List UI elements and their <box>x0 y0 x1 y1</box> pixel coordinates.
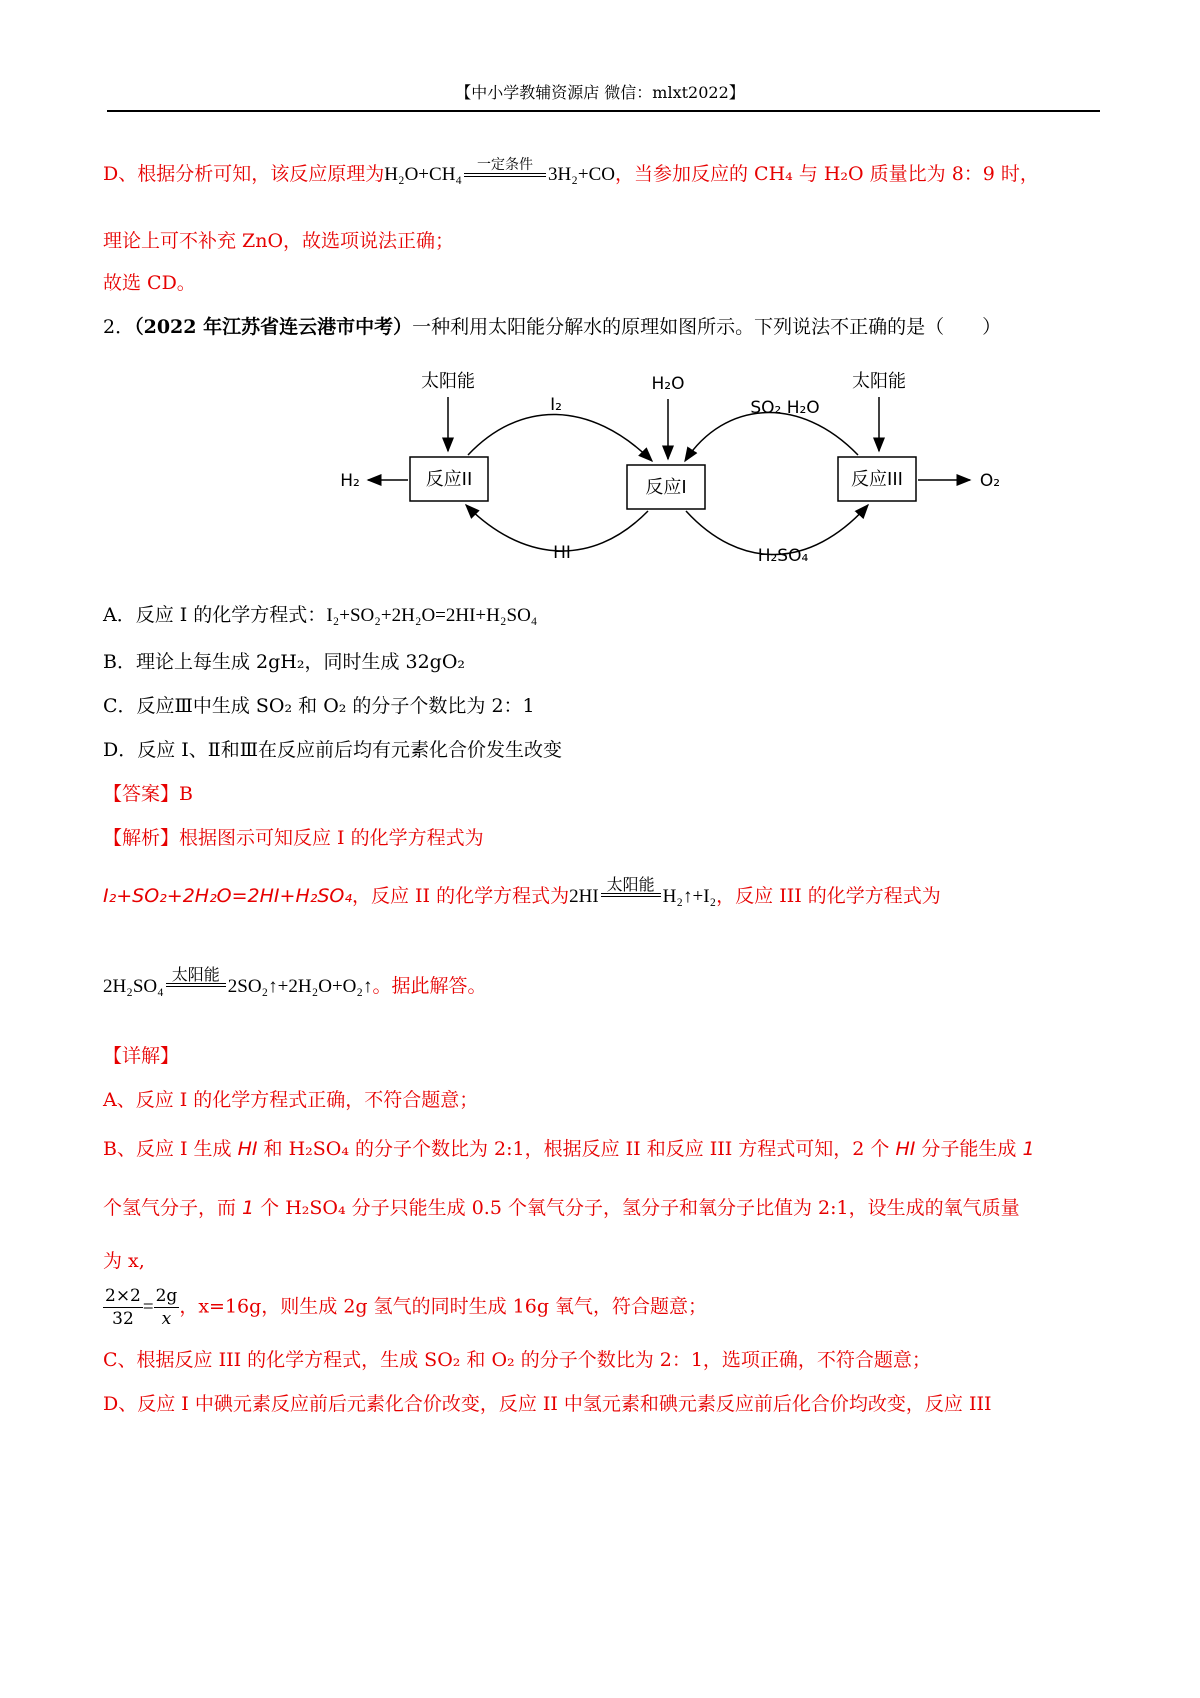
answer-line <box>103 783 193 806</box>
question-stem: 一种利用太阳能分解水的原理如图所示。下列说法不正确的是（ ） <box>412 316 1002 338</box>
analysis-end: 。据此解答。 <box>372 975 487 997</box>
page-header: 【中小学教辅资源店 微信：mlxt2022】 <box>455 83 745 102</box>
fraction-left <box>103 1285 143 1330</box>
detail-b-line2 <box>103 1197 1020 1220</box>
detail-b-fraction-line <box>103 1285 707 1330</box>
detail-b1-a: B、反应 I 生成 <box>103 1138 238 1160</box>
answer-label: 【答案】 <box>103 783 180 805</box>
analysis-eq3-cond-text: 太阳能 <box>171 965 220 984</box>
box-2-label: 反应II <box>425 469 473 490</box>
analysis-label: 【解析】 <box>103 827 180 849</box>
detail-b2-b: 个 H₂SO₄ 分子只能生成 0.5 个氧气分子，氢分子和氧分子比值为 2:1，设生成的氧气质量 <box>254 1197 1020 1219</box>
so2-h2o-label: SO₂ H₂O <box>750 398 820 418</box>
reaction-diagram <box>330 355 1030 580</box>
prev-d-suffix: ，当参加反应的 CH₄ 与 H₂O 质量比为 8：9 时， <box>615 163 1039 185</box>
prev-d-prefix: D、根据分析可知，该反应原理为 <box>103 163 385 185</box>
fraction-right-den: x <box>161 1309 172 1329</box>
analysis-mid1: ，反应 II 的化学方程式为 <box>352 885 570 907</box>
analysis-eq2-right: H₂↑+I₂ <box>662 886 717 907</box>
prev-d-eq-left: H₂O+CH₄ <box>384 164 463 185</box>
option-a-prefix: A．反应 I 的化学方程式： <box>103 604 327 626</box>
solar-right-label: 太阳能 <box>852 371 906 392</box>
detail-d: D、反应 I 中碘元素反应前后元素化合价改变，反应 II 中氢元素和碘元素反应前后化合价均改变，反应 III <box>103 1393 992 1415</box>
option-a <box>103 604 537 628</box>
prev-d-line2: 理论上可不补充 ZnO，故选项说法正确； <box>103 230 455 252</box>
analysis-mid2: ，反应 III 的化学方程式为 <box>716 885 941 907</box>
detail-b1-hi: HI <box>237 1138 258 1160</box>
question-source: （2022 年江苏省连云港市中考） <box>134 316 413 338</box>
detail-b4: ，x=16g，则生成 2g 氢气的同时生成 16g 氧气，符合题意； <box>179 1295 708 1318</box>
analysis-eq3-right: 2SO₂↑+2H₂O+O₂↑ <box>227 976 373 997</box>
fraction-left-num: 2×2 <box>105 1286 141 1306</box>
analysis-eq2-cond-text: 太阳能 <box>606 875 655 894</box>
prev-d-cond-text: 一定条件 <box>477 157 534 173</box>
box-3-label: 反应III <box>851 469 903 490</box>
option-b: B．理论上每生成 2gH₂，同时生成 32gO₂ <box>103 651 466 673</box>
analysis-eq3-condition <box>166 967 226 987</box>
i2-arrow <box>468 414 652 461</box>
fraction-right-num: 2g <box>155 1286 178 1306</box>
detail-b2-one: 1 <box>242 1197 255 1219</box>
prev-d-eq-condition <box>464 157 546 177</box>
analysis-eq2-left: 2HI <box>569 886 599 907</box>
question-number: 2． <box>103 316 135 338</box>
analysis-eq3-left: 2H₂SO₄ <box>103 976 164 997</box>
option-a-equation: I₂+SO₂+2H₂O=2HI+H₂SO₄ <box>326 605 538 626</box>
detail-b1-hi2: HI <box>895 1138 916 1160</box>
prev-option-d <box>103 157 1039 187</box>
detail-b1-one: 1 <box>1022 1138 1035 1160</box>
question-line <box>103 316 1001 339</box>
hi-label: HI <box>553 543 571 563</box>
analysis-text: 根据图示可知反应 I 的化学方程式为 <box>179 827 484 849</box>
detail-a: A、反应 I 的化学方程式正确，不符合题意； <box>103 1089 479 1111</box>
header-divider <box>107 110 1100 112</box>
detail-b-line1 <box>103 1138 1035 1161</box>
analysis-equations-line <box>103 875 941 909</box>
prev-d-eq-right: 3H₂+CO <box>548 164 616 185</box>
detail-b1-b: 和 H₂SO₄ 的分子个数比为 2:1，根据反应 II 和反应 III 方程式可知，2 个 <box>257 1138 896 1160</box>
h2-output-label: H₂ <box>340 471 360 491</box>
detail-label: 【详解】 <box>103 1045 180 1067</box>
so2-h2o-arrow <box>685 413 858 461</box>
fraction-equals: = <box>142 1296 154 1318</box>
option-c: C．反应Ⅲ中生成 SO₂ 和 O₂ 的分子个数比为 2：1 <box>103 695 535 717</box>
fraction-right <box>154 1285 180 1330</box>
solar-left-label: 太阳能 <box>421 371 475 392</box>
detail-b2-a: 个氢气分子，而 <box>103 1197 243 1219</box>
detail-c: C、根据反应 III 的化学方程式，生成 SO₂ 和 O₂ 的分子个数比为 2：1，选项正确，不符合题意； <box>103 1349 931 1371</box>
analysis-eq2-condition <box>601 877 661 897</box>
answer-value: B <box>179 783 193 805</box>
analysis-eq1: I₂+SO₂+2H₂O=2HI+H₂SO₄ <box>103 885 352 907</box>
i2-label: I₂ <box>550 395 562 415</box>
fraction-left-den: 32 <box>112 1309 134 1329</box>
o2-output-label: O₂ <box>979 471 1001 491</box>
prev-answer: 故选 CD。 <box>103 272 196 294</box>
analysis-line <box>103 827 484 850</box>
box-1-label: 反应I <box>645 477 687 498</box>
detail-b1-c: 分子能生成 <box>915 1138 1023 1160</box>
h2o-input-label: H₂O <box>651 374 685 394</box>
option-d: D．反应 I、Ⅱ和Ⅲ在反应前后均有元素化合价发生改变 <box>103 739 563 761</box>
detail-b-line3: 为 x, <box>103 1250 145 1272</box>
analysis-eq3-line <box>103 965 487 999</box>
h2so4-label: H₂SO₄ <box>757 546 809 566</box>
